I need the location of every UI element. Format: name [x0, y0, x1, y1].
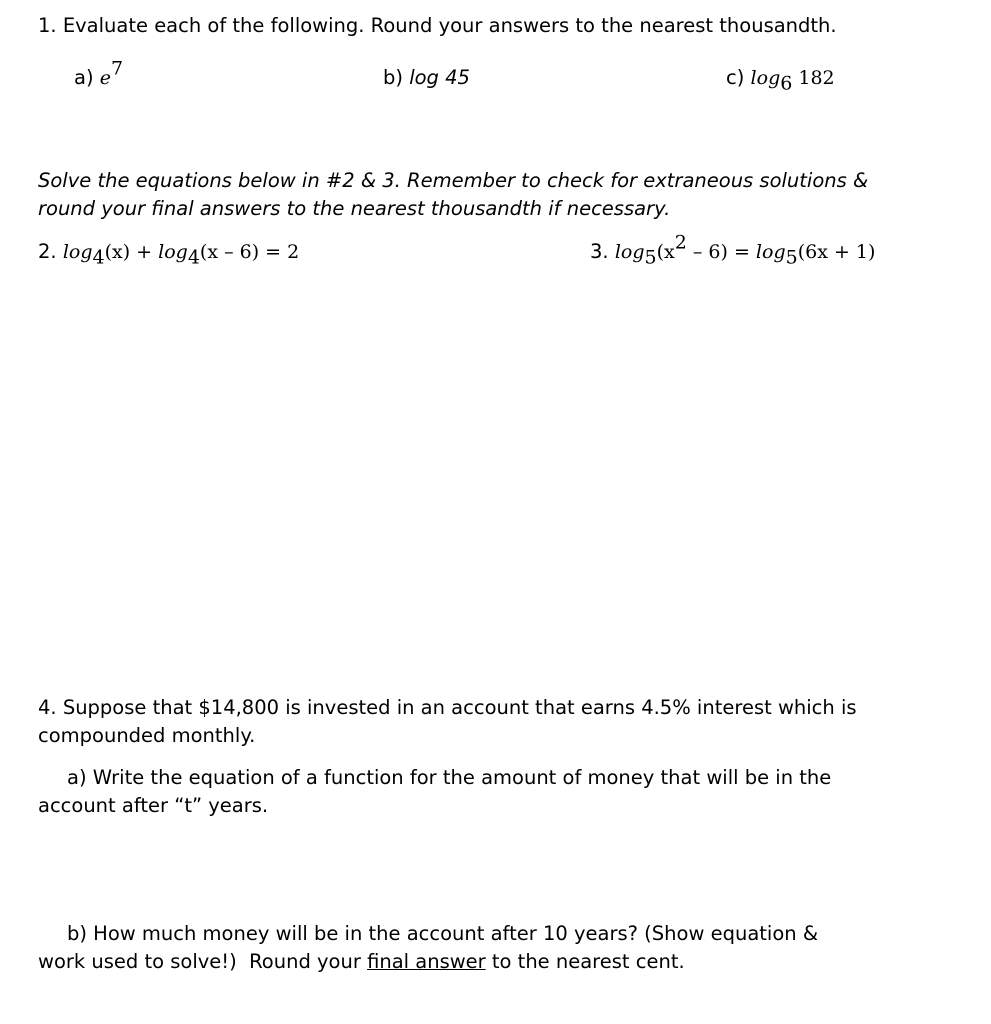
question-1a-label: a) [74, 66, 94, 89]
question-3-arg-1a: (x [656, 241, 675, 263]
question-1c-argument: 182 [792, 67, 835, 89]
question-1b [383, 66, 470, 89]
question-4-line-2: compounded monthly. [38, 724, 256, 747]
question-4-text-1: Suppose that $14,800 is invested in an account that earns 4.5% interest which is [62, 696, 857, 719]
question-4b-text-post: to the nearest cent. [485, 950, 685, 973]
question-1c-label: c) [726, 66, 745, 89]
question-3-arg-2: (6x + 1) [797, 241, 876, 263]
question-2-base-2: 4 [187, 246, 200, 269]
question-1a [74, 57, 124, 89]
question-1c-function: log [750, 67, 781, 89]
question-3-number: 3. [590, 240, 609, 263]
question-1c [726, 66, 835, 95]
question-3-base-1: 5 [644, 246, 657, 269]
question-3-base-2: 5 [785, 246, 798, 269]
question-3-log-2: log [755, 241, 786, 263]
question-2-log-2: log [158, 241, 188, 263]
question-4b-line-2 [38, 950, 685, 973]
question-2-log-1: log [62, 241, 93, 263]
question-2 [38, 240, 300, 269]
question-2-plus: + [130, 241, 159, 263]
question-4-number: 4. [38, 696, 57, 719]
question-3-arg-1b: – 6) [686, 241, 728, 263]
question-2-arg-2: (x – 6) = 2 [199, 241, 300, 263]
question-2-base-1: 4 [92, 246, 105, 269]
question-3-equals: = [727, 241, 756, 263]
question-1a-exponent: 7 [111, 57, 124, 80]
question-1-number: 1. [38, 14, 57, 37]
question-4a-line-1: a) Write the equation of a function for the amount of money that will be in the [67, 766, 832, 789]
question-1-prompt: Evaluate each of the following. Round your answers to the nearest thousandth. [62, 14, 837, 37]
question-3 [590, 231, 876, 269]
question-3-exponent: 2 [674, 231, 687, 254]
question-1b-expression: log 45 [409, 66, 470, 89]
question-1 [38, 14, 837, 37]
question-3-log-1: log [614, 241, 645, 263]
question-2-number: 2. [38, 240, 57, 263]
question-4b-text-pre: work used to solve!) Round your [38, 950, 368, 973]
question-4b-underlined-text: final answer [367, 950, 486, 973]
question-1c-base: 6 [780, 72, 793, 95]
instructions-line-2: round your final answers to the nearest thousandth if necessary. [38, 197, 671, 220]
question-2-arg-1: (x) [104, 241, 131, 263]
question-4b-line-1: b) How much money will be in the account after 10 years? (Show equation & [67, 922, 819, 945]
question-4a-line-2: account after “t” years. [38, 794, 269, 817]
question-1b-label: b) [383, 66, 403, 89]
instructions-line-1: Solve the equations below in #2 & 3. Remember to check for extraneous solutions & [38, 169, 869, 192]
question-1a-base: e [99, 67, 112, 89]
question-4-line-1 [38, 696, 857, 719]
